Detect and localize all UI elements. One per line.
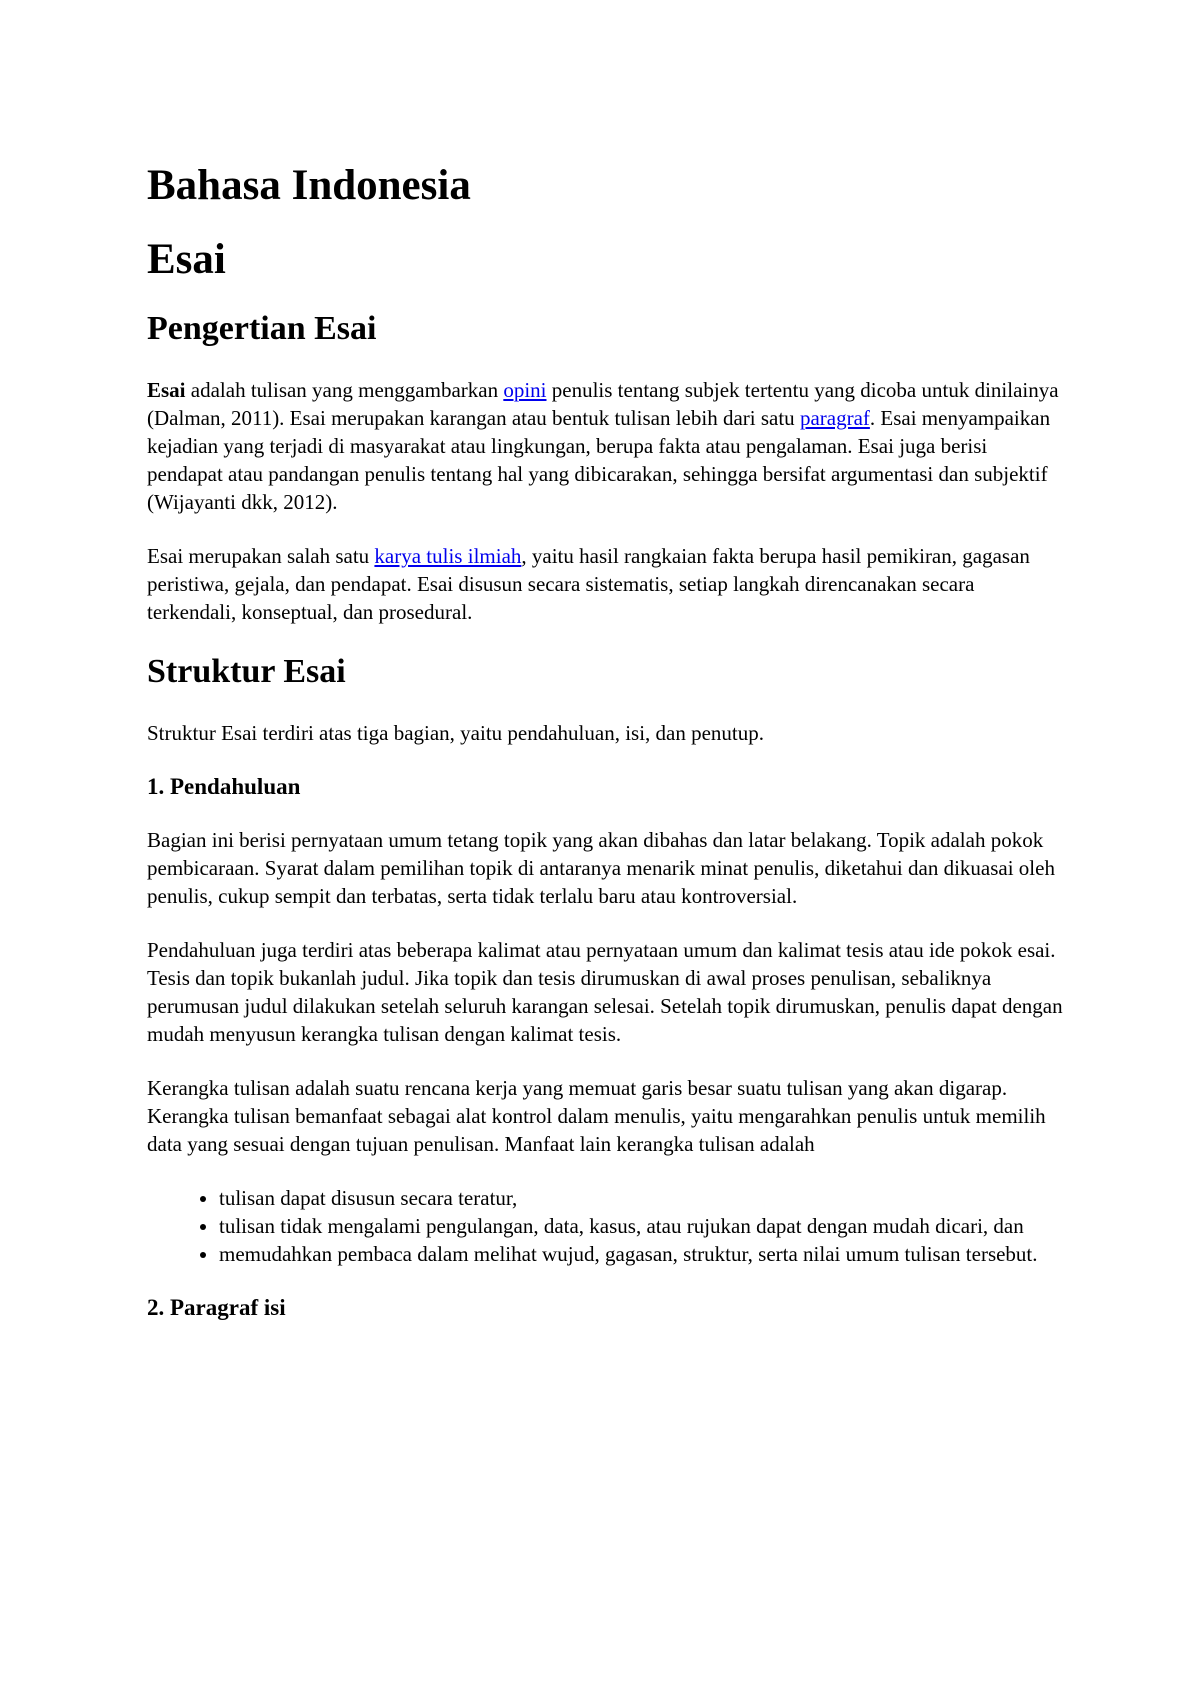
heading-paragraf-isi: 2. Paragraf isi (147, 1295, 286, 1321)
paragraph-pendahuluan-1: Bagian ini berisi pernyataan umum tetang topik yang akan dibahas dan latar belakang. Topik adalah pokok pembicaraan. Syarat dalam pemilihan topik di antaranya menarik minat penulis, diketahui dan dikuasai oleh penulis, cukup sempit dan terbatas, serta tidak terlalu baru atau kontroversial. (147, 828, 1055, 909)
link-paragraf[interactable]: paragraf (799, 405, 870, 430)
paragraph-pendahuluan-2: Pendahuluan juga terdiri atas beberapa kalimat atau pernyataan umum dan kalimat tesis atau ide pokok esai. Tesis dan topik bukanlah judul. Jika topik dan tesis dirumuskan di awal proses penulisan, sebaliknya perumusan judul dilakukan setelah seluruh karangan selesai. Setelah topik dirumuskan, penulis dapat dengan mudah menyusun kerangka tulisan dengan kalimat tesis. (147, 938, 1063, 1047)
heading-pengertian-esai: Pengertian Esai (147, 310, 377, 348)
document-page (147, 160, 1067, 1348)
paragraph-pendahuluan-3: Kerangka tulisan adalah suatu rencana kerja yang memuat garis besar suatu tulisan yang akan digarap. Kerangka tulisan bemanfaat sebagai alat kontrol dalam menulis, yaitu mengarahkan penulis untuk memilih data yang sesuai dengan tujuan penulisan. Manfaat lain kerangka tulisan adalah (147, 1076, 1046, 1157)
paragraph-struktur-intro: Struktur Esai terdiri atas tiga bagian, yaitu pendahuluan, isi, dan penutup. (147, 720, 765, 745)
text-segment: adalah tulisan yang menggambarkan (185, 377, 504, 402)
link-opini[interactable]: opini (503, 377, 547, 402)
heading-struktur-esai: Struktur Esai (147, 652, 346, 690)
text-segment: . Esai menyampaikan kejadian yang terjadi di masyarakat atau lingkungan, berupa fakta atau pengalaman. Esai juga berisi pendapat atau pandangan penulis tentang hal yang dibicarakan, sehingga bersifat argumentasi dan subjektif (Wijayanti dkk, 2012). (147, 405, 1051, 514)
text-segment: , yaitu hasil rangkaian fakta berupa hasil pemikiran, gagasan peristiwa, gejala, dan pendapat. Esai disusun secara sistematis, setiap langkah direncanakan secara terkendali, konseptual, dan prosedural. (147, 543, 1030, 624)
link-karya-tulis-ilmiah[interactable]: karya tulis ilmiah (374, 543, 522, 568)
list-item: • tulisan tidak mengalami pengulangan, data, kasus, atau rujukan dapat dengan mudah dicari, dan (219, 1212, 1067, 1240)
document-title: Bahasa Indonesia (147, 162, 471, 209)
heading-pendahuluan: 1. Pendahuluan (147, 773, 301, 799)
bold-term-esai: Esai (147, 377, 186, 402)
list-item: • tulisan dapat disusun secara teratur, (219, 1184, 1067, 1212)
list-item: • memudahkan pembaca dalam melihat wujud, gagasan, struktur, serta nilai umum tulisan tersebut. (219, 1240, 1067, 1268)
paragraph-pengertian-1 (147, 376, 1067, 516)
document-subtitle: Esai (147, 235, 226, 283)
text-segment: Esai merupakan salah satu (147, 543, 375, 568)
paragraph-pengertian-2 (147, 542, 1067, 626)
text-segment: penulis tentang subjek tertentu yang dicoba untuk dinilainya (Dalman, 2011). Esai merupakan karangan atau bentuk tulisan lebih dari satu (147, 377, 1059, 430)
kerangka-benefits-list (147, 1184, 1067, 1268)
